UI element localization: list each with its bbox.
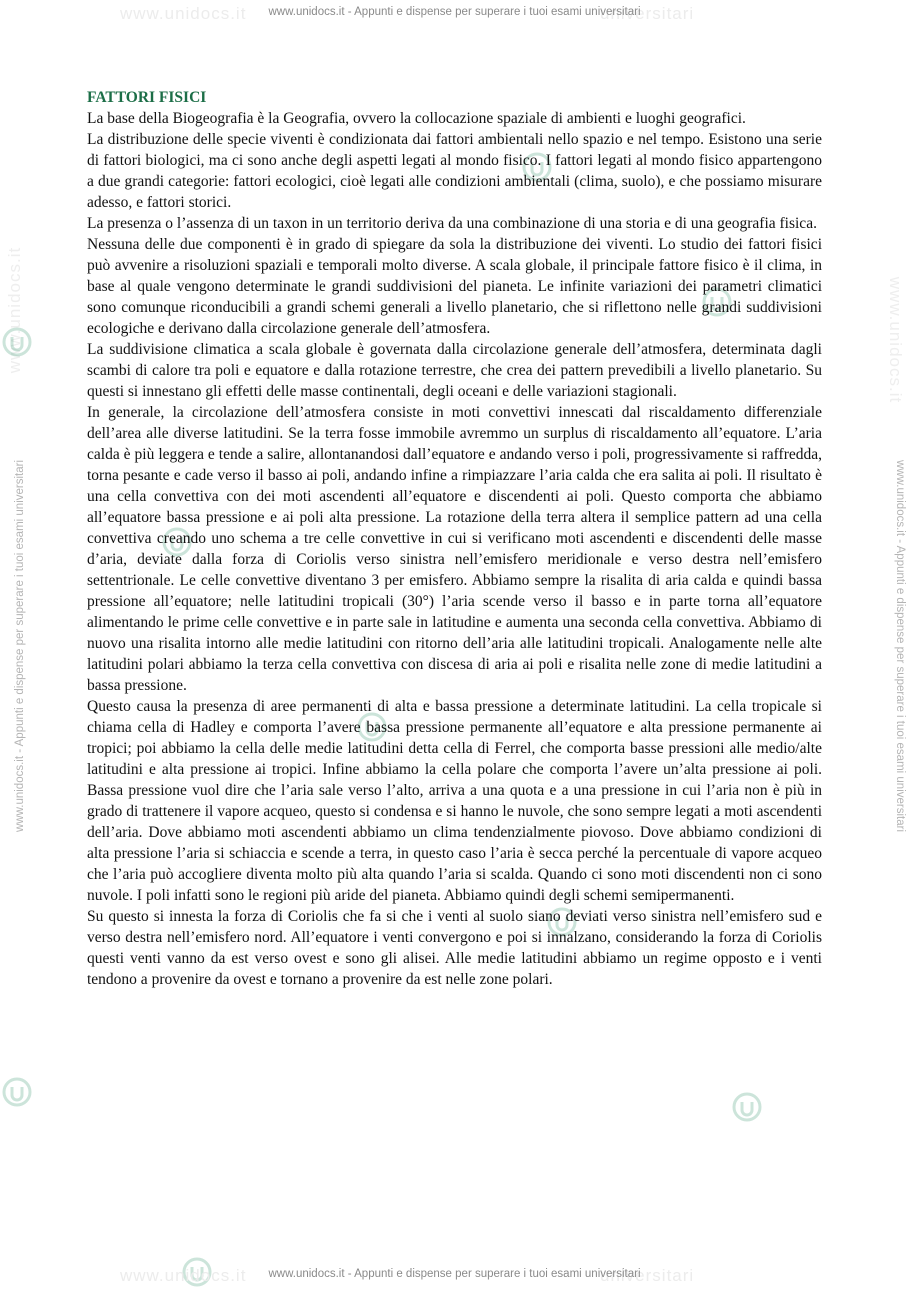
header-watermark-faint-right: universitari [600,4,695,23]
paragraph: La suddivisione climatica a scala globale è governata dalla circolazione generale dell’atmosfera, determinata dagli scambi di calore tra poli e equatore e dalla rotazione terrestre, che crea dei pattern prevedibili a livello planetario. Su questi si innestano gli effetti delle masse continentali, degli oceani e delle variazioni stagionali. [87,341,822,400]
paragraph: Questo causa la presenza di aree permanenti di alta e bassa pressione a determinate latitudini. La cella tropicale si chiama cella di Hadley e comporta l’avere bassa pressione permanente all’equatore e alta pressione permanente ai tropici; poi abbiamo la cella delle medie latitudini detta cella di Ferrel, che comporta basse pressioni alle medio/alte latitudini e alta pressione ai tropici. Infine abbiamo la cella polare che comporta l’avere un’alta pressione ai poli. Bassa pressione vuol dire che l’aria sale verso l’alto, arriva a una quota e a una pressione in cui l’aria non è più in grado di trattenere il vapore acqueo, questo si condensa e si hanno le nuvole, che sono sempre legati a moti ascendenti dell’aria. Dove abbiamo moti ascendenti abbiamo un clima tendenzialmente piovoso. Dove abbiamo condizioni di alta pressione l’aria si schiaccia e scende a terra, in questo caso l’aria è secca perché la percentuale di vapore acqueo che l’aria può accogliere diventa molto più alta quando l’aria si scalda. Quando ci sono moti discendenti non ci sono nuvole. I poli infatti sono le regioni più aride del pianeta. Abbiamo quindi degli schemi semipermanenti. [87,698,822,904]
paragraph: Nessuna delle due componenti è in grado di spiegare da sola la distribuzione dei viventi. Lo studio dei fattori fisici può avvenire a risoluzioni spaziali e temporali molto diverse. A scala globale, il principale fattore fisico è il clima, in base al quale vengono determinate le grandi suddivisioni del pianeta. Le infinite variazioni dei parametri climatici sono comunque riconducibili a grandi schemi generali a livello planetario, che si riflettono nelle grandi suddivisioni ecologiche e derivano dalla circolazione generale dell’atmosfera. [87,236,822,337]
unidocs-logo-icon [730,1090,764,1124]
header-watermark [0,4,909,26]
paragraph: Su questo si innesta la forza di Coriolis che fa si che i venti al suolo siano deviati verso sinistra nell’emisfero sud e verso destra nell’emisfero nord. All’equatore i venti convergono e poi si innalzano, considerando la forza di Coriolis questi venti vanno da est verso ovest e sono gli alisei. Alle medie latitudini abbiamo un regime opposto e i venti tendono a provenire da ovest e tornano a provenire da est nelle zone polari. [87,908,822,988]
footer-watermark [0,1266,909,1286]
left-side-watermark: www.unidocs.it - Appunti e dispense per superare i tuoi esami universitari [14,459,26,833]
document-body [87,87,822,990]
paragraph: La base della Biogeografia è la Geografia, ovvero la collocazione spaziale di ambienti e luoghi geografici. [87,110,746,127]
paragraph: La distribuzione delle specie viventi è condizionata dai fattori ambientali nello spazio e nel tempo. Esistono una serie di fattori biologici, ma ci sono anche degli aspetti legati al mondo fisico. I fattori legati al mondo fisico appartengono a due grandi categorie: fattori ecologici, cioè legati alle condizioni ambientali (clima, suolo), e che possiamo misurare adesso, e fattori storici. [87,131,822,211]
unidocs-logo-icon [0,1075,34,1109]
left-side-faint-watermark: www.unidocs.it [5,246,24,374]
section-heading: FATTORI FISICI [87,89,207,106]
paragraph: La presenza o l’assenza di un taxon in un territorio deriva da una combinazione di una storia e di una geografia fisica. [87,215,817,232]
unidocs-logo-icon [0,325,34,359]
header-watermark-faint-left: www.unidocs.it [120,4,247,23]
right-side-faint-watermark: www.unidocs.it [886,276,905,404]
paragraph: In generale, la circolazione dell’atmosfera consiste in moti convettivi innescati dal riscaldamento differenziale dell’area alle diverse latitudini. Se la terra fosse immobile avremmo un surplus di riscaldamento all’equatore. L’aria calda è più leggera e tende a salire, allontanandosi dall’equatore e andando verso i poli, progressivamente si raffredda, torna pesante e cade verso il basso ai poli, andando infine a rimpiazzare l’aria calda che era salita ai poli. Il risultato è una cella convettiva con dei moti ascendenti all’equatore e discendenti ai poli. Questo comporta che abbiamo all’equatore bassa pressione e ai poli alta pressione. La rotazione della terra altera il semplice pattern ad una cella convettiva creando uno schema a tre celle convettive in cui si verificano moti ascendenti e discendenti delle masse d’aria, deviate dalla forza di Coriolis verso sinistra nell’emisfero meridionale e verso destra nell’emisfero settentrionale. Le celle convettive diventano 3 per emisfero. Abbiamo sempre la risalita di aria calda e quindi bassa pressione all’equatore; nelle latitudini tropicali (30°) l’aria scende verso il basso e in parte torna all’equatore alimentando le prime celle convettive e in parte sale in latitudine e aumenta una seconda cella convettiva. Abbiamo di nuovo una risalita intorno alle medie latitudini con ritorno dell’aria alle latitudini tropicali. Analogamente nelle alte latitudini polari abbiamo la terza cella convettiva con discesa di aria ai poli e risalita nelle zone di medie latitudini a bassa pressione. [87,404,822,694]
footer-watermark-faint-right: universitari [600,1266,695,1285]
header-watermark-text: www.unidocs.it - Appunti e dispense per superare i tuoi esami universitari [268,6,641,18]
footer-watermark-faint-left: www.unidocs.it [120,1266,247,1285]
right-side-watermark: www.unidocs.it - Appunti e dispense per superare i tuoi esami universitari [894,459,906,833]
footer-watermark-text: www.unidocs.it - Appunti e dispense per superare i tuoi esami universitari [268,1268,641,1280]
